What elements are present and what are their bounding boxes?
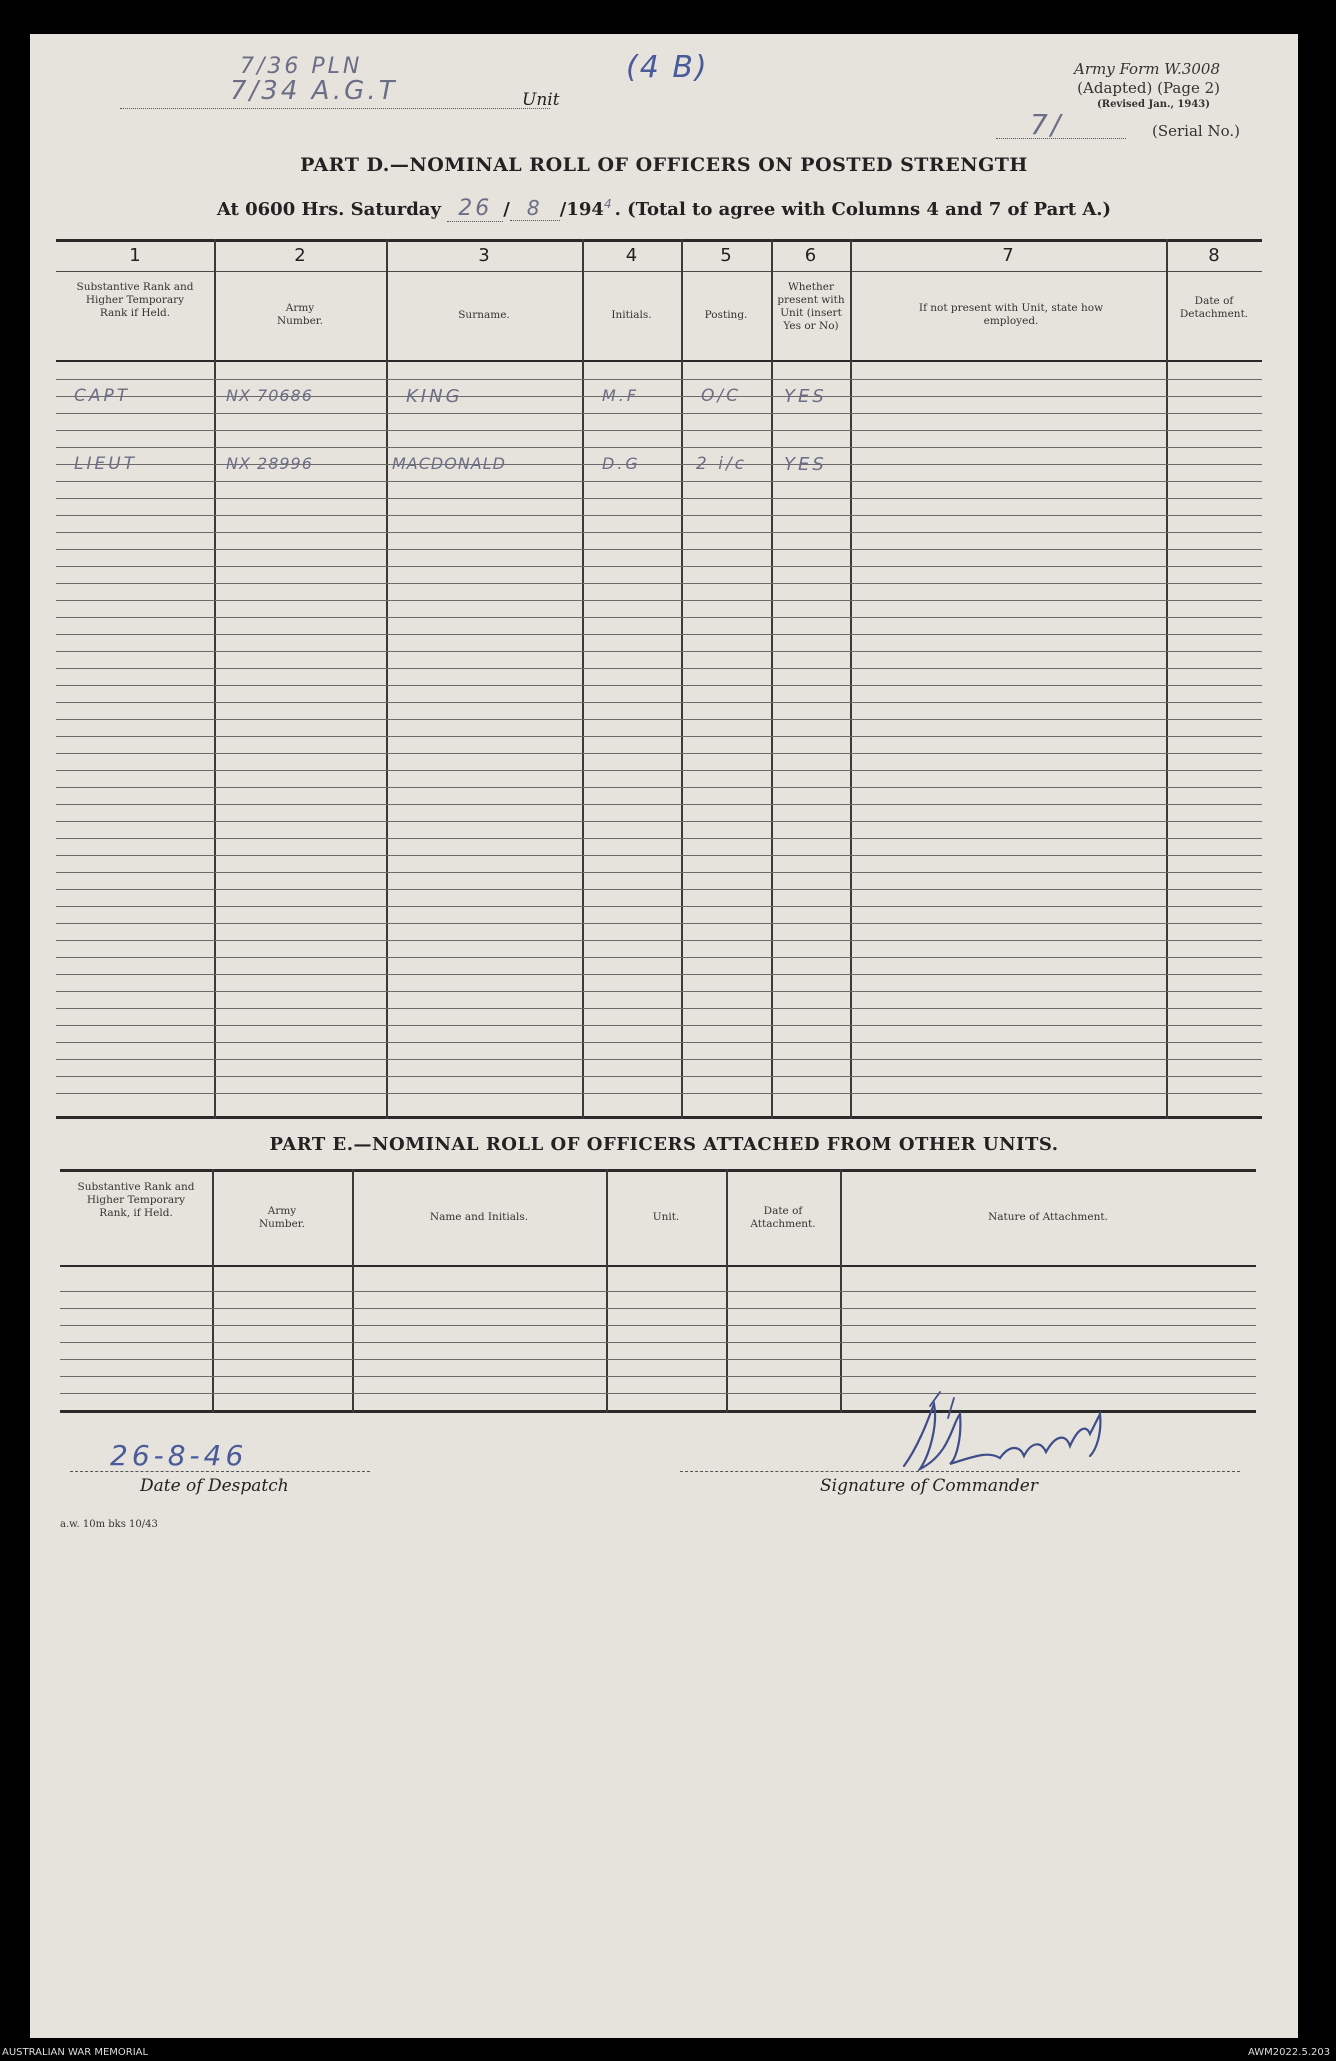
year-prefix: 194 [566, 199, 604, 220]
date-day: 26 [447, 196, 503, 222]
unit-line [120, 108, 550, 109]
col-divider-2 [386, 239, 388, 1119]
form-revised: (Revised Jan., 1943) [1097, 99, 1210, 110]
row-rule [56, 702, 1262, 703]
despatch-line [70, 1471, 370, 1472]
row-2-posting: 2 i/c [696, 454, 748, 474]
row-2-present: YES [784, 454, 827, 475]
row-2-rank: LIEUT [74, 454, 138, 474]
header-present: Whether present with Unit (insert Yes or No) [777, 281, 845, 332]
row-1-present: YES [784, 386, 827, 407]
row-1-army-number: NX 70686 [226, 386, 313, 405]
colnum-2: 2 [294, 245, 306, 266]
colnum-rule [56, 271, 1262, 272]
row-2-surname: MACDONALD [392, 454, 506, 473]
row-rule [60, 1359, 1256, 1360]
row-rule [56, 668, 1262, 669]
signature-label: Signature of Commander [820, 1476, 1038, 1496]
header-date-detachment: Date of Detachment. [1179, 295, 1249, 320]
e-header-date-attachment: Date of Attachment. [750, 1205, 816, 1230]
commander-signature [890, 1384, 1150, 1484]
table-bottom-rule [56, 1116, 1262, 1119]
row-rule [56, 685, 1262, 686]
row-rule [56, 1042, 1262, 1043]
row-rule [56, 957, 1262, 958]
print-code: a.w. 10m bks 10/43 [60, 1519, 158, 1530]
col-divider-1 [214, 239, 216, 1119]
serial-label: (Serial No.) [1152, 122, 1240, 140]
subtitle-prefix: At 0600 Hrs. Saturday [216, 199, 441, 220]
archive-right: AWM2022.5.203 [1248, 2047, 1331, 2058]
colnum-6: 6 [804, 245, 817, 266]
row-rule [60, 1291, 1256, 1292]
row-rule [56, 719, 1262, 720]
row-rule [56, 566, 1262, 567]
col-divider-7 [1166, 239, 1168, 1119]
part-d-title: PART D.—NOMINAL ROLL OF OFFICERS ON POSTED STRENGTH [300, 154, 1028, 176]
row-rule [56, 736, 1262, 737]
unit-handwritten-line2: 7/36 PLN [240, 54, 363, 79]
row-1-surname: KING [406, 386, 463, 407]
part-e-table [60, 1169, 1256, 1413]
row-2-initials: D.G [602, 454, 641, 473]
row-rule [56, 481, 1262, 482]
col-divider-5 [771, 239, 773, 1119]
header-rule [56, 360, 1262, 362]
row-rule [56, 821, 1262, 822]
row-1-initials: M.F [602, 386, 640, 405]
serial-value: 7/ [1030, 108, 1064, 141]
row-rule [56, 430, 1262, 431]
row-rule [56, 549, 1262, 550]
row-rule [56, 1059, 1262, 1060]
signature-mark [890, 1384, 1150, 1484]
row-rule [56, 1093, 1262, 1094]
row-1-posting: O/C [701, 386, 741, 406]
row-rule [56, 600, 1262, 601]
e-header-nature-attachment: Nature of Attachment. [988, 1211, 1108, 1223]
e-header-army-number: Army Number. [258, 1205, 306, 1230]
row-rule [60, 1325, 1256, 1326]
e-header-name-initials: Name and Initials. [429, 1211, 529, 1223]
e-header-unit: Unit. [652, 1211, 680, 1223]
form-adapted: (Adapted) (Page 2) [1077, 79, 1220, 97]
row-rule [56, 889, 1262, 890]
part-d-subtitle: At 0600 Hrs. Saturday 26 / 8 $/194^4$. (Total to agree with Columns 4 and 7 of Part A.) [216, 196, 1112, 221]
colnum-7: 7 [1002, 245, 1014, 266]
part-e-header-rule [60, 1265, 1256, 1267]
row-rule [56, 753, 1262, 754]
table-top-rule [56, 239, 1262, 242]
row-rule [56, 906, 1262, 907]
row-rule [60, 1376, 1256, 1377]
col-divider-4 [681, 239, 683, 1119]
row-2-army-number: NX 28996 [226, 454, 313, 473]
part-e-title: PART E.—NOMINAL ROLL OF OFFICERS ATTACHED FROM OTHER UNITS. [269, 1134, 1059, 1155]
row-rule [56, 974, 1262, 975]
row-rule [56, 583, 1262, 584]
row-rule [56, 787, 1262, 788]
year-digit: 4 [603, 197, 615, 211]
row-rule [56, 872, 1262, 873]
colnum-5: 5 [720, 245, 732, 266]
row-rule [56, 447, 1262, 448]
part-d-table [56, 239, 1262, 1119]
col-divider-3 [582, 239, 584, 1119]
row-1-rank: CAPT [74, 386, 131, 406]
row-rule [56, 532, 1262, 533]
header-how-employed: If not present with Unit, state how employed. [918, 302, 1104, 327]
row-rule [56, 923, 1262, 924]
row-rule [56, 1025, 1262, 1026]
colnum-1: 1 [129, 245, 141, 266]
colnum-4: 4 [625, 245, 638, 266]
despatch-date: 26-8-46 [110, 1439, 248, 1472]
col-divider-6 [850, 239, 852, 1119]
header-rank: Substantive Rank and Higher Temporary Rank if Held. [76, 281, 194, 319]
form-sheet [30, 34, 1298, 2038]
row-rule [56, 498, 1262, 499]
header-army-number: Army Number. [276, 302, 324, 327]
e-header-rank: Substantive Rank and Higher Temporary Rank, if Held. [77, 1181, 195, 1219]
row-rule [56, 617, 1262, 618]
serial-line [996, 138, 1126, 139]
header-surname: Surname. [458, 309, 510, 321]
unit-label: Unit [522, 90, 560, 110]
archive-left: AUSTRALIAN WAR MEMORIAL [2, 2047, 149, 2058]
header-posting: Posting. [704, 309, 748, 321]
row-rule [56, 855, 1262, 856]
row-rule [56, 770, 1262, 771]
header-initials: Initials. [611, 309, 652, 321]
colnum-3: 3 [478, 245, 490, 266]
form-id: Army Form W.3008 [1074, 60, 1220, 78]
despatch-label: Date of Despatch [140, 1476, 289, 1496]
row-rule [56, 1008, 1262, 1009]
row-rule [56, 1076, 1262, 1077]
part-e-top-rule [60, 1169, 1256, 1172]
row-rule [56, 838, 1262, 839]
row-rule [56, 515, 1262, 516]
row-rule [56, 804, 1262, 805]
page-annotation: (4 B) [626, 50, 709, 85]
row-rule [56, 379, 1262, 380]
row-rule [56, 940, 1262, 941]
date-month: 8 [510, 196, 560, 221]
subtitle-suffix: (Total to agree with Columns 4 and 7 of Part A.) [627, 199, 1112, 220]
row-rule [56, 413, 1262, 414]
row-rule [60, 1342, 1256, 1343]
row-rule [56, 634, 1262, 635]
row-rule [56, 651, 1262, 652]
colnum-8: 8 [1208, 245, 1220, 266]
unit-handwritten: 7/34 A.G.T [230, 76, 398, 106]
row-rule [60, 1308, 1256, 1309]
signature-line [680, 1471, 1240, 1472]
row-rule [56, 991, 1262, 992]
